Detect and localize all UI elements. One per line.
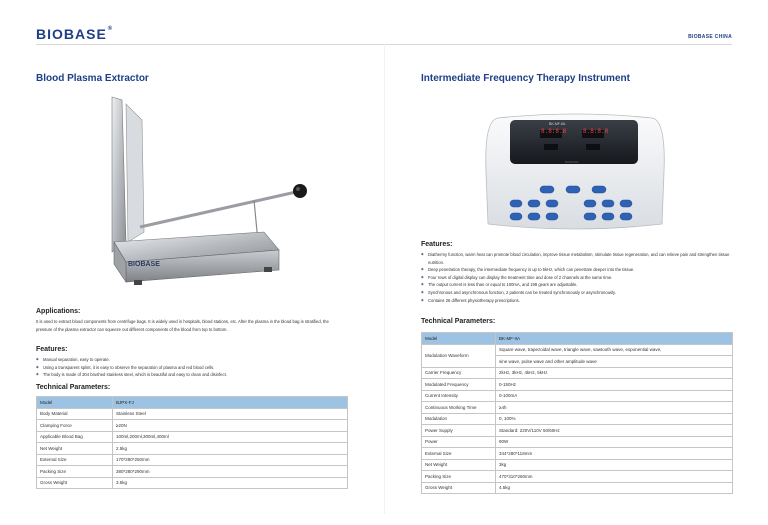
left-features-list	[36, 356, 346, 379]
page-gutter	[384, 44, 385, 514]
product-brand-label: BIOBASE	[128, 261, 160, 268]
device-model-label: BK-MF-IIA	[549, 122, 566, 126]
applications-heading: Applications:	[36, 308, 81, 315]
applications-text: It is used to extract blood components from centrifuge bags. It is widely used in hospitals, blood stations, etc. After the plasma in the blood bag is stratified, the pressure of the plasma extractor can squeeze out different components of the blood from top to bottom.	[36, 319, 329, 332]
table-row: Current Intensity 0-100mA	[422, 390, 733, 402]
table-row: Power 90W	[422, 436, 733, 448]
brand-right-label: BIOBASE CHINA	[688, 34, 732, 40]
table-row: Body Material Stainless Steel	[37, 408, 348, 420]
list-item: ◆ Contains 26 different physiotherapy prescriptions.	[421, 297, 733, 305]
left-features-heading: Features:	[36, 346, 68, 353]
table-row: Power Supply Standard: 220V/110V 50/60Hz	[422, 425, 733, 437]
left-product-title: Blood Plasma Extractor	[36, 73, 149, 84]
list-item: ◆ Using a transparent splint, it is easy to observe the separation of plasma and red blood cells.	[36, 364, 346, 372]
table-row: Model BJPX-FJ	[37, 397, 348, 409]
table-row: Applicable Blood Bag 100ml,200ml,300ml,400ml	[37, 431, 348, 443]
right-features-heading: Features:	[421, 241, 453, 248]
table-row: sine wave, pulse wave and other amplitude wave	[422, 356, 733, 368]
device-display-left: 8.8:8.8	[541, 128, 567, 135]
list-item: ◆ Four rows of digital display can display the treatment time and dose of 2 channels at the same time.	[421, 274, 733, 282]
list-item: ◆ Manual separation, easy to operate.	[36, 356, 346, 364]
plasma-extractor-image	[104, 92, 314, 287]
table-row: Modulation 0, 100%	[422, 413, 733, 425]
right-params-heading: Technical Parameters:	[421, 318, 496, 325]
table-row: Net Weight 3kg	[422, 459, 733, 471]
table-row: Net Weight 2.5kg	[37, 443, 348, 455]
table-row: Model BK-MF-IIA	[422, 333, 733, 345]
brand-logo: BIOBASE®	[36, 26, 114, 42]
table-row: Modulation Waveform Square wave, trapezoidal wave, triangle wave, sawtooth wave, exponential wave,	[422, 344, 733, 356]
table-row: Gross Weight 4.5kg	[422, 482, 733, 494]
list-item: ◆ The output current is less than or equal to 100mA, and 198 gears are adjustable.	[421, 281, 733, 289]
right-params-table	[421, 332, 733, 494]
table-row: Gross Weight 3.5kg	[37, 477, 348, 489]
table-row: Clamping Force ≥20N	[37, 420, 348, 432]
right-product-title: Intermediate Frequency Therapy Instrument	[421, 73, 630, 84]
table-row: Continuous Working Time ≥4h	[422, 402, 733, 414]
table-row: Carrier Frequency 2kHz, 3kHz, 4kHz, 5kHz	[422, 367, 733, 379]
table-row: External Size 170*280*250mm	[37, 454, 348, 466]
therapy-instrument-image	[484, 112, 666, 234]
list-item: ◆ Diathermy function, warm heat can promote blood circulation, improve tissue metabolism, stimulate tissue regeneration, and can relieve pain and strengthen tissue nutrition.	[421, 251, 733, 266]
table-row: Packing Size 470*310*260mm	[422, 471, 733, 483]
table-row: Packing Size 380*280*290mm	[37, 466, 348, 478]
device-display-right: 8.8:8.8	[583, 128, 609, 135]
left-params-table	[36, 396, 348, 489]
left-params-heading: Technical Parameters:	[36, 384, 111, 391]
list-item: ◆ Synchronous and asynchronous function, 2 patients can be treated synchronously or asynchronously.	[421, 289, 733, 297]
list-item: ◆ The body is made of 304 brushed stainless steel, which is beautiful and easy to clean and disinfect.	[36, 371, 346, 379]
list-item: ◆ Deep penetration therapy, the intermediate frequency is up to 5kHz, which can penetrate deeper into the tissue.	[421, 266, 733, 274]
table-row: Modulated Frequency 0-150Hz	[422, 379, 733, 391]
right-features-list	[421, 251, 733, 304]
table-row: External Size 344*280*118mm	[422, 448, 733, 460]
device-brand-label: BIOBASE	[565, 160, 579, 164]
